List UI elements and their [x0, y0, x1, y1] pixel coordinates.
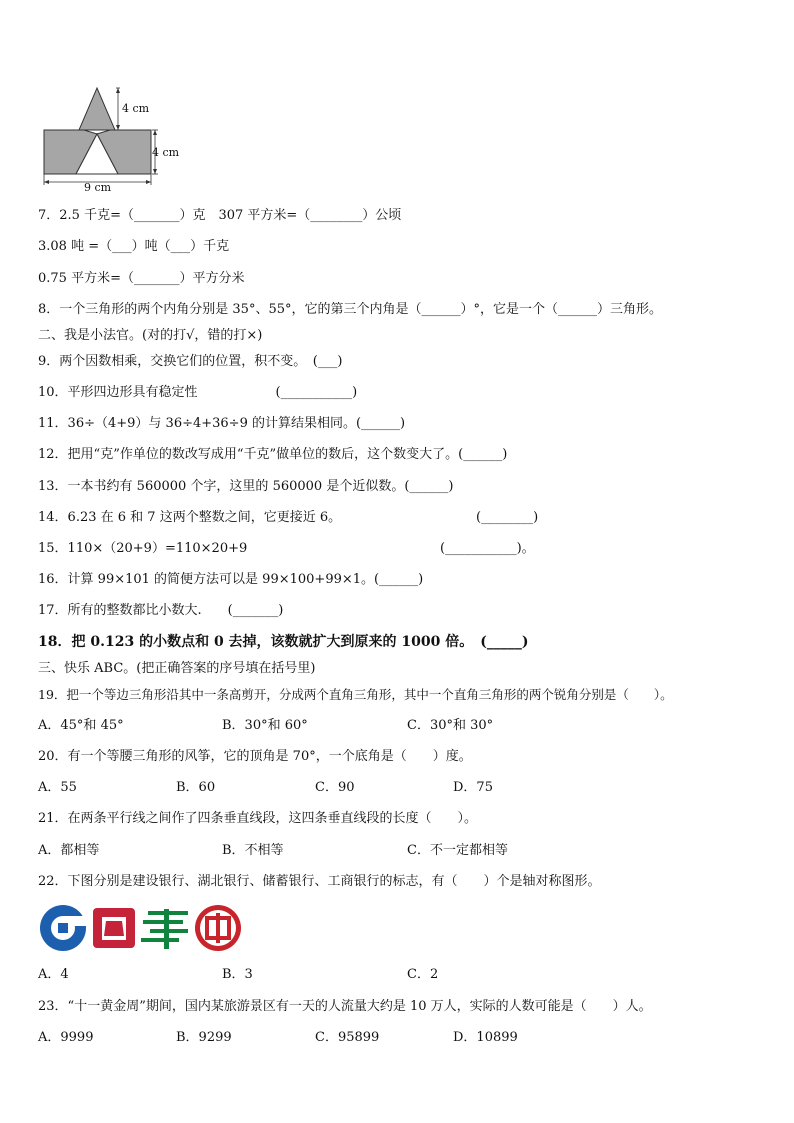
hubei-bank-logo [93, 908, 135, 948]
q23-option-a: A．9999 [38, 1030, 94, 1045]
q21-option-b: B．不相等 [222, 843, 284, 858]
question-15-blank: (___________)。 [440, 541, 535, 556]
question-7b: 3.08 吨 =（___）吨（___）千克 [38, 239, 230, 254]
question-13: 13．一本书约有 560000 个字，这里的 560000 是个近似数。(______) [38, 479, 454, 494]
question-16: 16．计算 99×101 的简便方法可以是 99×100+99×1。(______) [38, 572, 424, 587]
question-11: 11．36÷（4+9）与 36÷4+36÷9 的计算结果相同。(______) [38, 416, 406, 431]
question-14-blank: (________) [476, 510, 539, 525]
q20-option-d: D．75 [453, 780, 493, 795]
question-8: 8．一个三角形的两个内角分别是 35°、55°，它的第三个内角是（______）°，它是一个（______）三角形。 [38, 302, 662, 317]
dim-width: 9 cm [84, 181, 112, 194]
question-18: 18．把 0.123 的小数点和 0 去掉，该数就扩大到原来的 1000 倍。 (_____) [38, 634, 529, 650]
q23-option-d: D．10899 [453, 1030, 518, 1045]
q19-option-b: B．30°和 60° [222, 718, 308, 733]
question-15: 15．110×（20+9）=110×20+9 [38, 541, 248, 556]
question-12: 12．把用“克”作单位的数改写成用“千克”做单位的数后，这个数变大了。(______) [38, 447, 508, 462]
question-20: 20．有一个等腰三角形的风筝，它的顶角是 70°，一个底角是（ ）度。 [38, 749, 472, 764]
question-22: 22．下图分别是建设银行、湖北银行、储蓄银行、工商银行的标志，有（ ）个是轴对称图形。 [38, 874, 601, 889]
q20-option-b: B．60 [176, 780, 216, 795]
bank-logos [38, 903, 248, 953]
icbc-logo [195, 905, 241, 951]
dim-top-height: 4 cm [122, 102, 150, 115]
postal-savings-bank-logo [141, 909, 188, 949]
top-triangle [79, 88, 115, 130]
question-19: 19．把一个等边三角形沿其中一条高剪开，分成两个直角三角形，其中一个直角三角形的两个锐角分别是（ ）。 [38, 687, 673, 702]
question-21: 21．在两条平行线之间作了四条垂直线段，这四条垂直线段的长度（ ）。 [38, 811, 478, 826]
q19-option-c: C．30°和 30° [407, 718, 494, 733]
question-14: 14．6.23 在 6 和 7 这两个整数之间，它更接近 6。 [38, 510, 342, 525]
question-10: 10．平形四边形具有稳定性 (___________) [38, 385, 358, 400]
question-7a: 7．2.5 千克=（_______）克 307 平方米=（________）公顷 [38, 208, 402, 223]
q22-option-b: B．3 [222, 967, 253, 982]
q20-option-c: C．90 [315, 780, 355, 795]
dim-right-height: 4 cm [152, 146, 180, 159]
figure-svg [36, 82, 196, 194]
q23-option-c: C．95899 [315, 1030, 380, 1045]
bank-logos-svg [38, 903, 248, 953]
q23-option-b: B．9299 [176, 1030, 232, 1045]
section-3-title: 三、快乐 ABC。(把正确答案的序号填在括号里) [38, 661, 316, 676]
question-9: 9．两个因数相乘，交换它们的位置，积不变。 (___) [38, 354, 343, 369]
q21-option-a: A．都相等 [38, 843, 100, 858]
q21-option-c: C．不一定都相等 [407, 843, 508, 858]
geometry-figure [36, 82, 196, 194]
q22-option-c: C．2 [407, 967, 439, 982]
question-17: 17．所有的整数都比小数大. (_______) [38, 603, 284, 618]
construction-bank-logo [40, 905, 87, 951]
q19-option-a: A．45°和 45° [38, 718, 124, 733]
q22-option-a: A．4 [38, 967, 69, 982]
section-2-title: 二、我是小法官。(对的打√，错的打×) [38, 328, 263, 343]
question-7c: 0.75 平方米=（_______）平方分米 [38, 271, 245, 286]
question-23: 23．“十一黄金周”期间，国内某旅游景区有一天的人流量大约是 10 万人，实际的人数可能是（ ）人。 [38, 999, 652, 1014]
q20-option-a: A．55 [38, 780, 77, 795]
